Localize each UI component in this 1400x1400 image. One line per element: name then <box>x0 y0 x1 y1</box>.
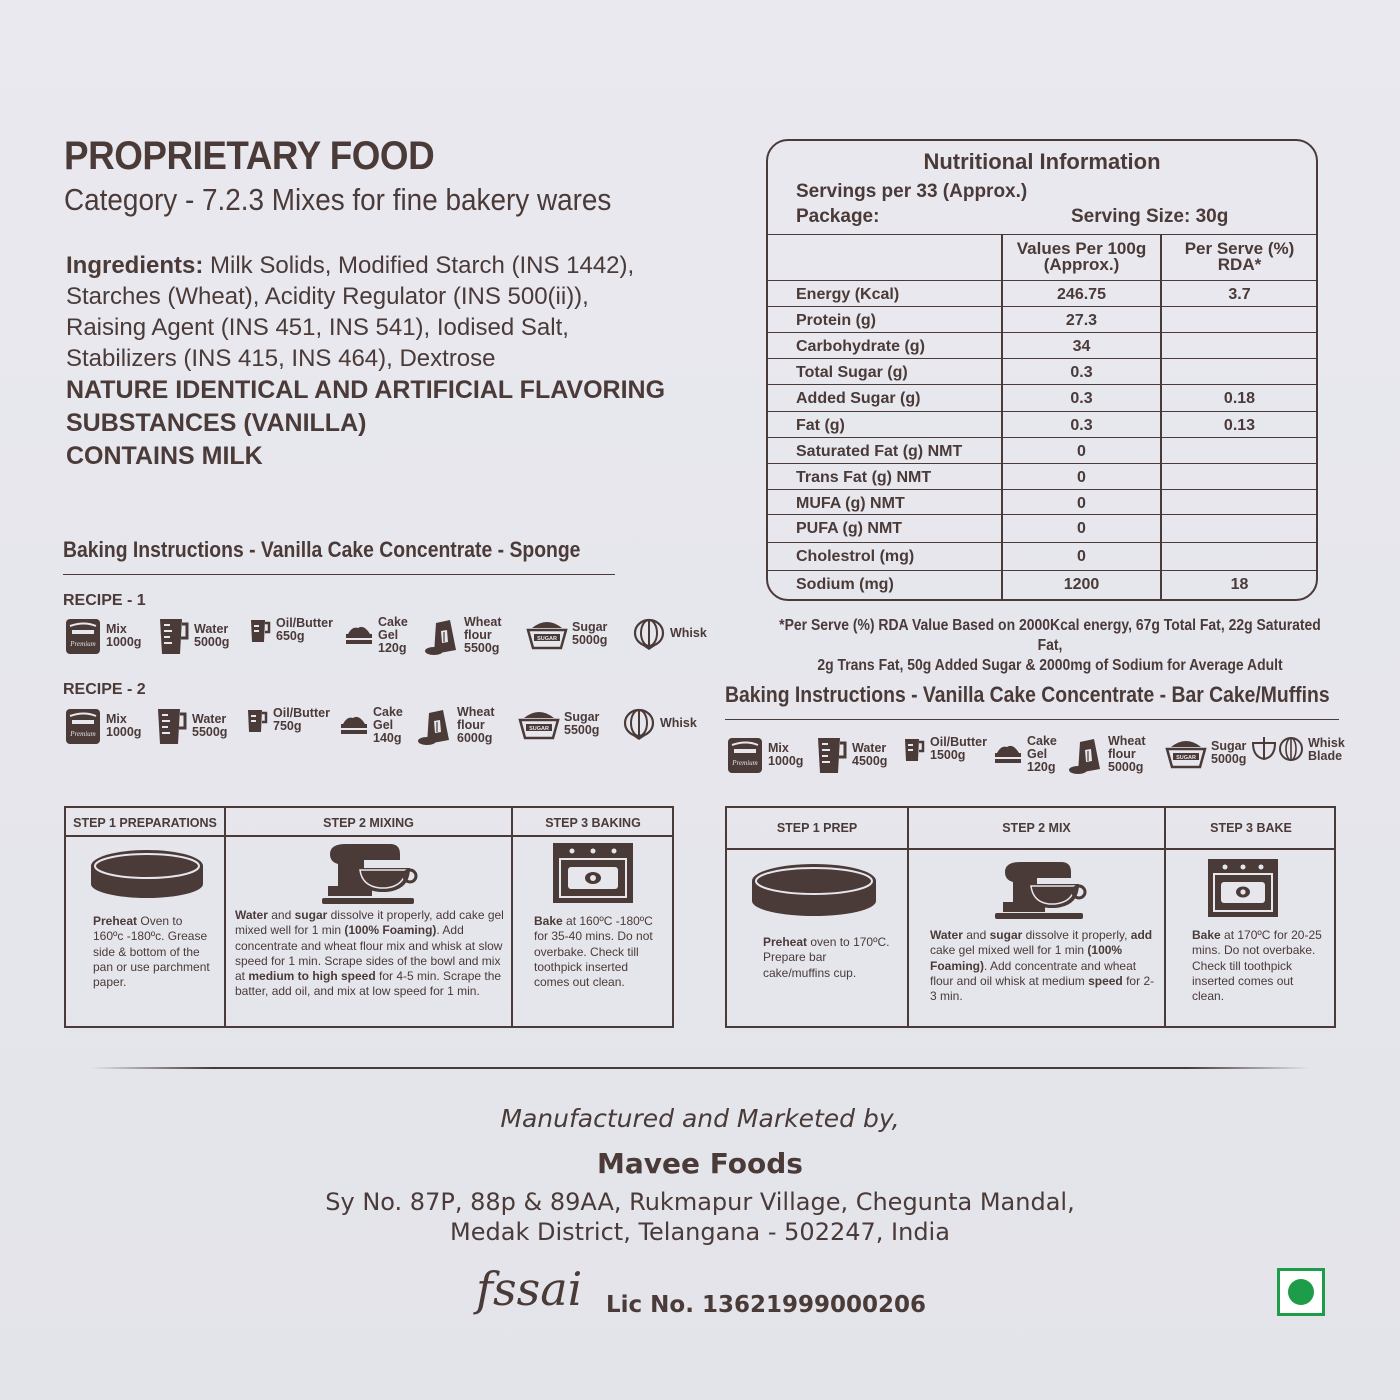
oil-jug-icon <box>248 616 272 644</box>
recipe-ingredient <box>632 616 707 650</box>
recipe-label: RECIPE - 2 <box>63 681 146 698</box>
bar-cake-steps-table <box>725 806 1336 1028</box>
nutrition-header-row <box>768 234 1316 281</box>
recipe-ingredient <box>154 706 227 746</box>
nutrient-rda: 18 <box>1230 576 1249 593</box>
nutrition-row <box>768 280 1316 307</box>
mix-pack-icon <box>726 735 764 775</box>
nutrient-name: Carbohydrate (g) <box>796 338 925 355</box>
ingredient-label <box>106 623 141 649</box>
ingredient-label <box>930 736 987 762</box>
fssai-logo: fssai <box>476 1262 583 1316</box>
svg-text:Premium: Premium <box>70 730 96 738</box>
address-line: Sy No. 87P, 88p & 89AA, Rukmapur Village, Chegunta Mandal, <box>325 1188 1075 1216</box>
recipe-ingredient <box>518 706 599 742</box>
ingredient-label <box>273 707 330 733</box>
product-category: Category - 7.2.3 Mixes for fine bakery wares <box>64 182 612 217</box>
whisk-icon <box>622 706 656 740</box>
ingredient-label-line: Gel <box>378 628 399 642</box>
sugar-bowl-icon <box>518 706 560 742</box>
ingredient-label-line: Mix <box>106 712 127 726</box>
nutrient-value: 0.3 <box>1070 364 1093 381</box>
recipe-ingredient <box>156 616 229 656</box>
serving-size: Serving Size: 30g <box>1071 206 1229 227</box>
ingredient-label-line: flour <box>464 628 492 642</box>
ingredient-label-line: 650g <box>276 629 305 643</box>
ingredient-label-line: 5500g <box>192 725 228 739</box>
ingredient-label-line: Wheat <box>464 615 502 629</box>
nutrient-value: 0 <box>1077 443 1086 460</box>
ingredient-label-line: 5000g <box>1211 752 1247 766</box>
rda-footnote-line: 2g Trans Fat, 50g Added Sugar & 2000mg of Sodium for Average Adult <box>817 657 1283 674</box>
footer-divider <box>90 1067 1310 1069</box>
ingredient-label-line: 5500g <box>464 641 500 655</box>
ingredient-label <box>572 621 607 647</box>
step-header: STEP 2 MIXING <box>323 816 414 830</box>
nutrient-name: Fat (g) <box>796 417 845 434</box>
ingredients-line: Stabilizers (INS 415, INS 464), Dextrose <box>66 345 496 372</box>
svg-text:SUGAR: SUGAR <box>1176 755 1196 761</box>
nutrient-value: 0 <box>1077 520 1086 537</box>
ingredient-label-line: Whisk <box>660 715 697 730</box>
recipe-ingredient <box>344 616 408 655</box>
nutrient-value: 27.3 <box>1065 312 1098 329</box>
ingredient-label-line: 1500g <box>930 748 966 762</box>
ingredient-label-line: Gel <box>373 718 394 732</box>
oil-jug-icon <box>902 735 926 763</box>
mix-pack-icon <box>64 616 102 656</box>
nutrient-rda: 0.18 <box>1223 390 1256 407</box>
flour-bag-icon <box>424 617 460 655</box>
nutrient-value: 246.75 <box>1057 286 1106 303</box>
ingredient-label <box>276 617 333 643</box>
ingredient-label <box>670 627 707 640</box>
ingredient-label-line: 5000g <box>572 633 608 647</box>
step-header: STEP 2 MIX <box>1002 821 1071 835</box>
step-2-text: Water and sugar dissolve it properly, add cake gel mixed well for 1 min (100% Foaming). Add concentrate and wheat flour and oil whisk at medium speed for 2- 3 min. <box>930 928 1155 1004</box>
nutrition-row <box>768 411 1316 438</box>
ingredient-label <box>1211 740 1246 766</box>
package-label: Package: <box>796 206 880 227</box>
ingredient-label-line: 1000g <box>106 635 142 649</box>
step-1-text: Preheat oven to 170ºC. Prepare bar cake/muffins cup. <box>763 935 890 980</box>
ingredient-label <box>768 742 803 768</box>
ingredient-label <box>564 711 599 737</box>
step-2-text: Water and sugar dissolve it properly, add cake gel mixed well for 1 min (100% Foaming). Add concentrate and wheat flour mix and whisk at slow speed for 1 min. Scrape sides of the bowl and mix at medium to high speed for 4-5 min. Scrape the batter, add oil, and mix at low speed for 1 min. <box>235 908 504 999</box>
column-divider <box>1001 234 1003 601</box>
divider <box>63 574 615 575</box>
ingredient-label-line: Gel <box>1027 747 1048 761</box>
nutrient-value: 0.3 <box>1070 390 1093 407</box>
ingredients-block <box>66 250 736 473</box>
cake-pan-icon <box>88 848 206 900</box>
svg-text:SUGAR: SUGAR <box>529 726 549 732</box>
svg-text:Premium: Premium <box>732 759 758 767</box>
ingredient-label-line: 1000g <box>106 725 142 739</box>
ingredient-label <box>852 742 887 768</box>
recipe-ingredient <box>424 616 502 655</box>
nutrition-table <box>766 139 1318 601</box>
nutrient-value: 0 <box>1077 469 1086 486</box>
nutrition-row <box>768 332 1316 359</box>
ingredient-label-line: Water <box>852 741 887 755</box>
ingredient-label-line: Water <box>194 622 229 636</box>
ingredient-label <box>106 713 141 739</box>
recipe-ingredient <box>64 616 141 656</box>
nutrient-value: 0 <box>1077 495 1086 512</box>
whisk-blade-icon <box>1250 735 1304 765</box>
recipe-ingredient <box>339 706 403 745</box>
ingredients-label: Ingredients: <box>66 252 204 279</box>
ingredient-label-line: Sugar <box>1211 739 1247 753</box>
stand-mixer-icon <box>991 858 1087 920</box>
nutrient-value: 0 <box>1077 548 1086 565</box>
ingredient-label <box>457 706 495 745</box>
step-1-text: Preheat Oven to 160ºc -180ºc. Grease side & bottom of the pan or use parchment paper. <box>93 914 210 990</box>
nutrient-name: Protein (g) <box>796 312 876 329</box>
ingredient-label-line: 5500g <box>564 723 600 737</box>
ingredient-label-line: 4500g <box>852 754 888 768</box>
recipe-ingredient <box>64 706 141 746</box>
ingredient-label-line: Mix <box>106 622 127 636</box>
ingredient-label <box>192 713 227 739</box>
rda-footnote-line: *Per Serve (%) RDA Value Based on 2000Kcal energy, 67g Total Fat, 22g Saturated Fat, <box>779 617 1321 654</box>
nutrition-row <box>768 306 1316 333</box>
ingredient-label-line: Blade <box>1308 749 1343 763</box>
recipe-label: RECIPE - 1 <box>63 592 146 609</box>
recipe-ingredient <box>526 616 607 652</box>
svg-text:Premium: Premium <box>70 640 96 648</box>
oven-icon <box>552 842 634 904</box>
ingredient-label-line: flour <box>457 718 485 732</box>
nutrition-row <box>768 437 1316 464</box>
recipe-ingredient <box>993 735 1057 774</box>
nutrient-name: Saturated Fat (g) NMT <box>796 443 963 460</box>
recipe-ingredient <box>245 706 330 734</box>
ingredient-label-line: 140g <box>373 731 402 745</box>
ingredient-label-line: Cake <box>373 705 403 719</box>
nutrient-value: 0.3 <box>1070 417 1093 434</box>
nutrient-value: 34 <box>1072 338 1091 355</box>
ingredient-label-line: flour <box>1108 747 1136 761</box>
company-name: Mavee Foods <box>597 1147 803 1180</box>
water-jug-icon <box>814 735 848 775</box>
nutrition-row <box>768 463 1316 490</box>
product-title: PROPRIETARY FOOD <box>64 134 435 178</box>
sugar-bowl-icon <box>526 616 568 652</box>
ingredient-label-line: Cake <box>1027 734 1057 748</box>
nutrition-row <box>768 384 1316 412</box>
ingredient-label-line: Sugar <box>572 620 608 634</box>
nutrient-rda: 0.13 <box>1223 417 1256 434</box>
step-header: STEP 3 BAKE <box>1210 821 1292 835</box>
allergen-line: CONTAINS MILK <box>66 442 263 470</box>
nutrition-row <box>768 358 1316 385</box>
column-divider <box>1160 234 1162 601</box>
flour-bag-icon <box>1068 736 1104 774</box>
ingredients-line: Milk Solids, Modified Starch (INS 1442), <box>203 252 635 279</box>
recipe-ingredient <box>1165 735 1246 771</box>
nutrient-name: PUFA (g) NMT <box>796 520 903 537</box>
mix-pack-icon <box>64 706 102 746</box>
recipe-ingredient <box>902 735 987 763</box>
ingredient-label-line: Oil/Butter <box>276 616 333 630</box>
nutrient-name: Energy (Kcal) <box>796 286 900 303</box>
step-3-text: Bake at 160ºC -180ºC for 35-40 mins. Do not overbake. Check till toothpick inserted comes out clean. <box>534 914 653 990</box>
ingredient-label <box>1027 735 1057 774</box>
ingredient-label <box>378 616 408 655</box>
recipe-ingredient <box>248 616 333 644</box>
recipe-ingredient <box>622 706 697 740</box>
whisk-icon <box>632 616 666 650</box>
sponge-heading: Baking Instructions - Vanilla Cake Concentrate - Sponge <box>63 537 581 562</box>
cake-gel-icon <box>993 743 1023 767</box>
nutrient-name: Cholestrol (mg) <box>796 548 915 565</box>
ingredient-label-line: Sugar <box>564 710 600 724</box>
step-3-text: Bake at 170ºC for 20-25 mins. Do not overbake. Check till toothpick inserted comes out clean. <box>1192 928 1322 1004</box>
ingredient-label-line: Cake <box>378 615 408 629</box>
oil-jug-icon <box>245 706 269 734</box>
ingredients-line: Starches (Wheat), Acidity Regulator (INS 500(ii)), <box>66 283 589 310</box>
nutrient-name: Added Sugar (g) <box>796 390 921 407</box>
servings-per-package: Servings per 33 (Approx.) <box>796 181 1028 202</box>
ingredient-label-line: 750g <box>273 719 302 733</box>
bar-cake-heading: Baking Instructions - Vanilla Cake Concentrate - Bar Cake/Muffins <box>725 682 1330 707</box>
nutrition-row <box>768 514 1316 543</box>
ingredient-label-line: Wheat <box>1108 734 1146 748</box>
nutrition-row <box>768 489 1316 515</box>
nutrient-name: Sodium (mg) <box>796 576 894 593</box>
ingredient-label <box>1308 737 1345 763</box>
nutrition-row <box>768 542 1316 571</box>
flour-bag-icon <box>417 707 453 745</box>
step-header: STEP 1 PREP <box>776 821 858 835</box>
ingredient-label-line: 5000g <box>194 635 230 649</box>
col-header: Values Per 100g <box>1016 239 1147 258</box>
divider <box>725 719 1339 720</box>
ingredient-label-line: Whisk <box>1308 736 1345 750</box>
oven-icon <box>1207 858 1279 918</box>
flavor-line: SUBSTANCES (VANILLA) <box>66 409 367 437</box>
ingredient-label-line: 120g <box>378 641 407 655</box>
recipe-ingredient <box>417 706 495 745</box>
license-number: Lic No. 13621999000206 <box>606 1292 927 1318</box>
ingredient-label-line: 6000g <box>457 731 493 745</box>
ingredient-label <box>464 616 502 655</box>
nutrient-name: Total Sugar (g) <box>796 364 908 381</box>
ingredient-label-line: Wheat <box>457 705 495 719</box>
ingredient-label-line: 5000g <box>1108 760 1144 774</box>
ingredient-label-line: Water <box>192 712 227 726</box>
col-header: (Approx.) <box>1043 255 1120 274</box>
ingredient-label-line: 120g <box>1027 760 1056 774</box>
recipe-ingredient <box>726 735 803 775</box>
nutrient-rda: 3.7 <box>1228 286 1251 303</box>
stand-mixer-icon <box>318 840 418 906</box>
step-header: STEP 1 PREPARATIONS <box>73 816 217 830</box>
svg-text:SUGAR: SUGAR <box>537 636 557 642</box>
sugar-bowl-icon <box>1165 735 1207 771</box>
nutrition-title: Nutritional Information <box>923 149 1161 174</box>
nutrient-value: 1200 <box>1063 576 1100 593</box>
nutrient-name: Trans Fat (g) NMT <box>796 469 932 486</box>
recipe-ingredient <box>1250 735 1345 765</box>
ingredient-label <box>194 623 229 649</box>
col-header: RDA* <box>1217 255 1262 274</box>
ingredient-label-line: Oil/Butter <box>273 706 330 720</box>
col-header: Per Serve (%) <box>1184 239 1295 258</box>
water-jug-icon <box>156 616 190 656</box>
cake-gel-icon <box>344 624 374 648</box>
ingredient-label-line: Oil/Butter <box>930 735 987 749</box>
cake-gel-icon <box>339 714 369 738</box>
ingredients-line: Raising Agent (INS 451, INS 541), Iodised Salt, <box>66 314 569 341</box>
step-header: STEP 3 BAKING <box>545 816 641 830</box>
nutrition-row <box>768 570 1316 601</box>
ingredient-label-line: 1000g <box>768 754 804 768</box>
ingredient-label <box>660 717 697 730</box>
ingredient-label <box>373 706 403 745</box>
flavor-line: NATURE IDENTICAL AND ARTIFICIAL FLAVORING <box>66 376 666 404</box>
manufactured-by: Manufactured and Marketed by, <box>500 1104 900 1133</box>
ingredient-label-line: Mix <box>768 741 789 755</box>
ingredient-label <box>1108 735 1146 774</box>
address-line: Medak District, Telangana - 502247, India <box>450 1218 950 1246</box>
water-jug-icon <box>154 706 188 746</box>
sponge-steps-table <box>64 806 674 1028</box>
cake-pan-icon <box>749 861 879 919</box>
recipe-ingredient <box>1068 735 1146 774</box>
veg-mark-icon <box>1277 1268 1325 1316</box>
ingredient-label-line: Whisk <box>670 625 707 640</box>
nutrient-name: MUFA (g) NMT <box>796 495 905 512</box>
rda-footnote <box>771 616 1329 676</box>
recipe-ingredient <box>814 735 887 775</box>
